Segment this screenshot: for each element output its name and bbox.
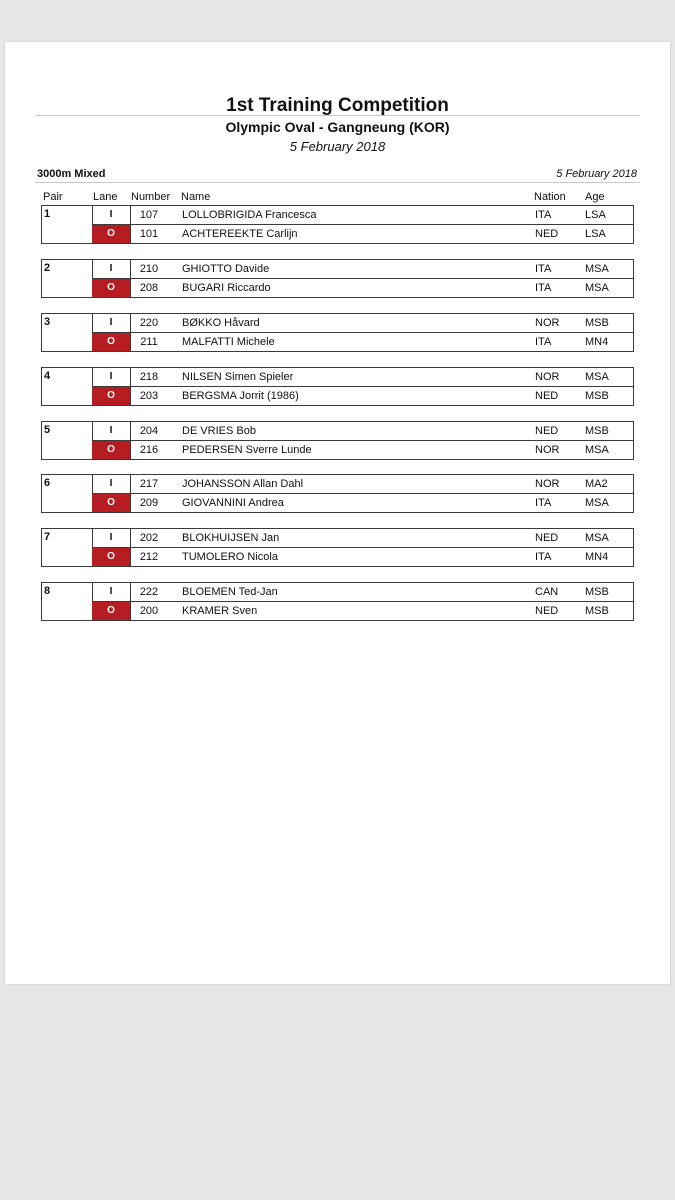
col-header-lane: Lane: [93, 191, 118, 203]
skater-name: ACHTEREEKTE Carlijn: [182, 228, 298, 240]
lane-inner-badge: I: [109, 209, 113, 220]
skater-age-category: MSB: [585, 605, 609, 617]
skater-age-category: MSB: [585, 317, 609, 329]
row-divider: [92, 332, 633, 333]
skater-number: 209: [139, 497, 159, 509]
skater-age-category: MSB: [585, 425, 609, 437]
pair-group: [41, 259, 634, 298]
skater-age-category: MSA: [585, 263, 609, 275]
skater-age-category: MN4: [585, 551, 609, 563]
skater-name: KRAMER Sven: [182, 605, 258, 617]
pair-number: 1: [44, 208, 51, 220]
skater-number: 208: [139, 282, 159, 294]
skater-age-category: LSA: [585, 209, 606, 221]
pair-number: 3: [44, 316, 51, 328]
pair-number: 2: [44, 262, 51, 274]
skater-age-category: MSA: [585, 444, 609, 456]
pair-group: [41, 582, 634, 621]
skater-number: 216: [139, 444, 159, 456]
lane-inner-badge: I: [109, 532, 113, 543]
skater-age-category: MSB: [585, 390, 609, 402]
skater-name: DE VRIES Bob: [182, 425, 256, 437]
lane-outer-badge: O: [92, 387, 130, 405]
pair-group: [41, 367, 634, 406]
skater-age-category: MSA: [585, 282, 609, 294]
page-title: 1st Training Competition: [226, 95, 449, 116]
skater-nation: NOR: [535, 478, 560, 490]
skater-name: BØKKO Håvard: [182, 317, 260, 329]
pair-number: 5: [44, 424, 51, 436]
skater-age-category: MSA: [585, 532, 609, 544]
skater-name: NILSEN Simen Spieler: [182, 371, 294, 383]
pair-number: 8: [44, 585, 51, 597]
skater-name: BERGSMA Jorrit (1986): [182, 390, 299, 402]
skater-number: 217: [139, 478, 159, 490]
lane-outer-badge: O: [92, 279, 130, 297]
lane-outer-badge: O: [92, 333, 130, 351]
skater-name: BUGARI Riccardo: [182, 282, 271, 294]
skater-name: PEDERSEN Sverre Lunde: [182, 444, 312, 456]
skater-name: TUMOLERO Nicola: [182, 551, 278, 563]
skater-age-category: MSB: [585, 586, 609, 598]
skater-nation: ITA: [535, 282, 552, 294]
venue-subtitle: Olympic Oval - Gangneung (KOR): [225, 119, 450, 135]
skater-age-category: MN4: [585, 336, 609, 348]
pair-group: [41, 421, 634, 460]
document-page: [5, 42, 670, 984]
event-date: 5 February 2018: [556, 168, 637, 180]
skater-age-category: MSA: [585, 371, 609, 383]
row-divider: [92, 278, 633, 279]
skater-name: BLOKHUIJSEN Jan: [182, 532, 280, 544]
lane-inner-badge: I: [109, 371, 113, 382]
lane-inner-badge: I: [109, 478, 113, 489]
skater-number: 204: [139, 425, 159, 437]
skater-name: JOHANSSON Allan Dahl: [182, 478, 304, 490]
skater-nation: NOR: [535, 317, 560, 329]
column-headers: [0, 191, 675, 205]
lane-inner-badge: I: [109, 263, 113, 274]
skater-nation: NED: [535, 425, 559, 437]
skater-name: GIOVANNINI Andrea: [182, 497, 284, 509]
row-divider: [92, 547, 633, 548]
lane-outer-badge: O: [92, 548, 130, 566]
skater-nation: ITA: [535, 336, 552, 348]
skater-nation: NED: [535, 228, 559, 240]
skater-name: LOLLOBRIGIDA Francesca: [182, 209, 317, 221]
skater-number: 210: [139, 263, 159, 275]
skater-nation: ITA: [535, 551, 552, 563]
skater-number: 202: [139, 532, 159, 544]
skater-number: 203: [139, 390, 159, 402]
pair-group: [41, 205, 634, 244]
col-header-pair: Pair: [43, 191, 63, 203]
col-header-number: Number: [131, 191, 171, 203]
lane-inner-badge: I: [109, 425, 113, 436]
skater-nation: ITA: [535, 497, 552, 509]
col-header-nation: Nation: [534, 191, 566, 203]
skater-number: 212: [139, 551, 159, 563]
pair-group: [41, 313, 634, 352]
skater-nation: NOR: [535, 371, 560, 383]
skater-number: 101: [139, 228, 159, 240]
skater-number: 107: [139, 209, 159, 221]
pair-number: 4: [44, 370, 51, 382]
skater-nation: NOR: [535, 444, 560, 456]
title-divider: [35, 115, 640, 116]
lane-outer-badge: O: [92, 602, 130, 620]
skater-nation: ITA: [535, 263, 552, 275]
skater-name: BLOEMEN Ted-Jan: [182, 586, 278, 598]
row-divider: [92, 493, 633, 494]
pair-group: [41, 474, 634, 513]
skater-age-category: MA2: [585, 478, 608, 490]
skater-number: 218: [139, 371, 159, 383]
pair-number: 6: [44, 477, 51, 489]
col-header-name: Name: [181, 191, 211, 203]
skater-nation: CAN: [535, 586, 559, 598]
pair-number: 7: [44, 531, 51, 543]
skater-name: GHIOTTO Davide: [182, 263, 270, 275]
skater-age-category: MSA: [585, 497, 609, 509]
col-header-age: Age: [585, 191, 605, 203]
competition-date: 5 February 2018: [289, 139, 386, 154]
skater-number: 222: [139, 586, 159, 598]
event-name: 3000m Mixed: [37, 168, 106, 180]
skater-age-category: LSA: [585, 228, 606, 240]
lane-outer-badge: O: [92, 441, 130, 459]
lane-outer-badge: O: [92, 225, 130, 243]
lane-inner-badge: I: [109, 586, 113, 597]
skater-nation: NED: [535, 390, 559, 402]
lane-inner-badge: I: [109, 317, 113, 328]
skater-nation: ITA: [535, 209, 552, 221]
skater-nation: NED: [535, 605, 559, 617]
skater-number: 220: [139, 317, 159, 329]
skater-name: MALFATTI Michele: [182, 336, 275, 348]
skater-number: 211: [140, 336, 158, 348]
lane-outer-badge: O: [92, 494, 130, 512]
skater-number: 200: [139, 605, 159, 617]
pair-group: [41, 528, 634, 567]
event-divider: [35, 182, 640, 183]
skater-nation: NED: [535, 532, 559, 544]
